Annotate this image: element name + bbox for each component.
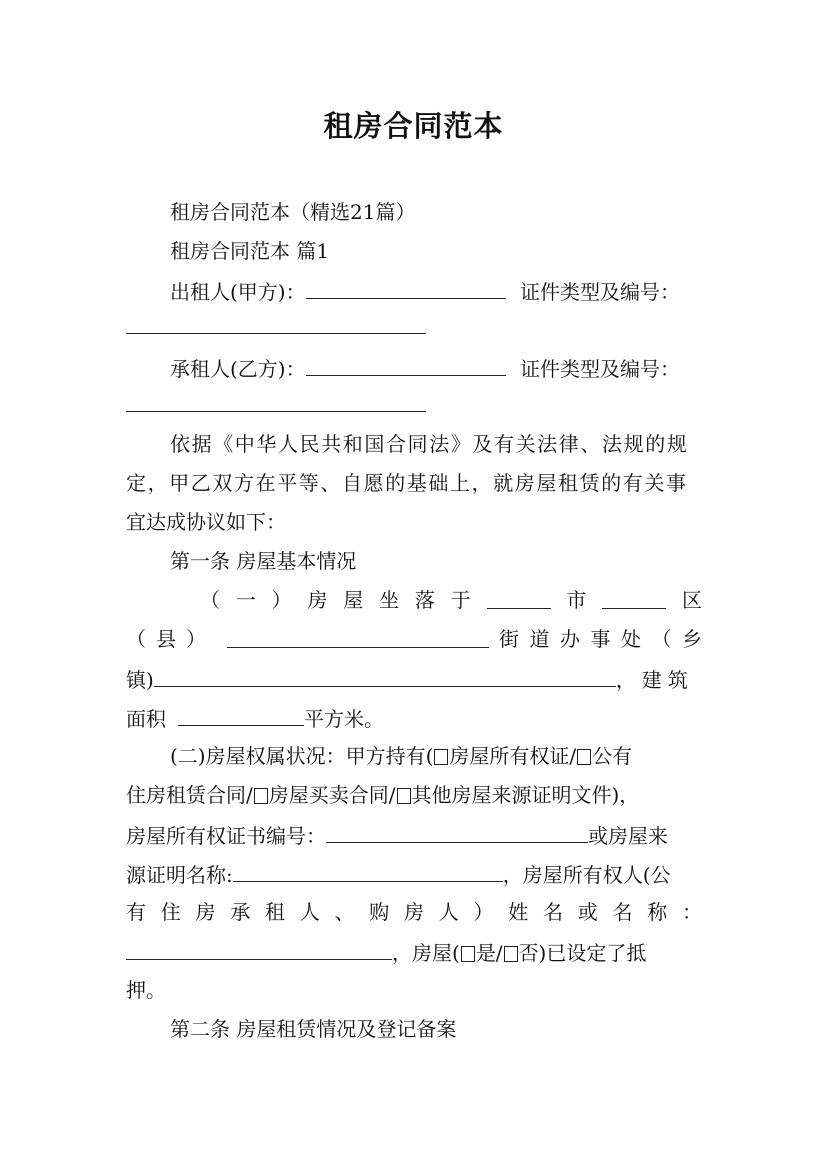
a1-char: 落 [414, 588, 435, 612]
a1-street-row [126, 625, 702, 653]
a2-char: ： [682, 900, 702, 924]
a2-text: 房屋买卖合同/ [268, 783, 396, 807]
a1-street-char: 道 [529, 627, 550, 651]
a1-street-char: 事 [590, 627, 611, 651]
id-type-label-2: 证件类型及编号： [519, 357, 680, 381]
a2-char: 姓 [508, 900, 529, 924]
a1-char: 于 [450, 588, 471, 612]
document-title: 租房合同范本 [323, 109, 504, 143]
intro-line-1: 依据《中华人民共和国合同法》及有关法律、法规的规 [170, 432, 689, 456]
town-blank [154, 664, 616, 687]
a2-text: 房屋所有权证书编号： [126, 824, 326, 848]
a2-text: 是/ [475, 941, 503, 965]
a2-line-3 [126, 820, 702, 850]
a2-char: 购 [369, 900, 390, 924]
a1-char: （ [200, 588, 220, 612]
intro-line-3: 宜达成协议如下： [126, 510, 286, 534]
a2-char: 有 [126, 900, 146, 924]
a1-building-label: ，建筑 [615, 668, 694, 692]
owner-name-blank [126, 937, 392, 960]
a1-street-char: 街 [499, 627, 519, 651]
certificate-number-blank [326, 820, 588, 843]
id-type-label-1: 证件类型及编号： [519, 280, 680, 304]
area-blank [178, 703, 304, 726]
chapter-heading: 租房合同范本 篇1 [170, 239, 330, 263]
a1-town-label: 镇) [126, 668, 154, 692]
a1-sqm-label: 平方米。 [304, 707, 384, 731]
a2-text: 房屋所有权证/ [449, 744, 577, 768]
a2-char: 租 [265, 900, 285, 924]
checkbox-icon [461, 946, 475, 962]
checkbox-icon [577, 749, 591, 765]
a2-line-5 [126, 898, 702, 926]
lessee-name-blank [306, 353, 506, 376]
a2-line-4 [126, 859, 702, 889]
a2-text: 住房租赁合同/ [126, 783, 253, 807]
a2-char: 住 [160, 900, 181, 924]
article-1-heading: 第一条 房屋基本情况 [170, 549, 357, 573]
a1-char: ） [271, 588, 292, 612]
a1-char: 房 [307, 588, 328, 612]
a1-street-char: 办 [560, 627, 580, 651]
a2-text: (二)房屋权属状况：甲方持有( [170, 744, 434, 768]
document-subtitle: 租房合同范本（精选21篇） [170, 200, 416, 224]
a2-char: 称 [647, 900, 668, 924]
a2-char: 房 [404, 900, 424, 924]
a1-street-char: 乡 [682, 627, 702, 651]
a1-street-char: （ [651, 627, 672, 651]
lessor-label: 出租人(甲方)： [170, 280, 306, 304]
source-proof-blank [233, 859, 503, 882]
a1-city-label: 市 [566, 588, 587, 612]
checkbox-icon [397, 788, 411, 804]
lessor-row [170, 276, 702, 306]
checkbox-icon [504, 946, 518, 962]
a2-text: 或房屋来 [588, 824, 668, 848]
a2-char: 名 [543, 900, 563, 924]
a2-char: 房 [195, 900, 216, 924]
a1-street-char: 处 [621, 627, 641, 651]
a2-char: 或 [577, 900, 598, 924]
county-blank [227, 625, 489, 648]
lessor-name-blank [306, 276, 506, 299]
a2-text: 其他房屋来源证明文件)， [411, 783, 640, 807]
lessee-row [170, 353, 702, 383]
a2-text: 公有 [592, 744, 633, 768]
checkbox-icon [254, 788, 268, 804]
a2-text: 源证明名称: [126, 863, 233, 887]
a2-text: 否)已设定了抵 [518, 941, 647, 965]
a2-char: ） [473, 900, 494, 924]
city-blank [487, 586, 551, 609]
a1-char: 一 [235, 588, 256, 612]
a2-text: ，房屋( [392, 941, 460, 965]
a1-char: 屋 [343, 588, 364, 612]
a1-area-row [126, 703, 702, 733]
a1-location-row [200, 586, 702, 614]
a1-county-label: （县） [126, 627, 216, 651]
lessee-id-blank [126, 411, 426, 412]
district-blank [602, 586, 666, 609]
a2-char: 人 [299, 900, 320, 924]
a2-char: 名 [612, 900, 633, 924]
a2-char: 承 [230, 900, 251, 924]
a2-line-2 [126, 781, 702, 809]
intro-line-2: 定，甲乙双方在平等、自愿的基础上，就房屋租赁的有关事 [126, 471, 688, 495]
a1-town-row [126, 664, 702, 694]
a2-char: 人 [438, 900, 459, 924]
a2-char: 、 [334, 900, 355, 924]
a1-district-label: 区 [681, 588, 702, 612]
a1-char: 坐 [379, 588, 400, 612]
lessee-label: 承租人(乙方)： [170, 357, 306, 381]
lessor-id-blank [126, 333, 426, 334]
a2-line-1 [170, 742, 702, 770]
a1-area-label: 面积 [126, 707, 166, 731]
checkbox-icon [434, 749, 448, 765]
a2-line-7: 押。 [126, 978, 166, 1002]
a2-line-6 [126, 937, 702, 967]
a2-text: ，房屋所有权人(公 [502, 863, 671, 887]
article-2-heading: 第二条 房屋租赁情况及登记备案 [170, 1017, 457, 1041]
